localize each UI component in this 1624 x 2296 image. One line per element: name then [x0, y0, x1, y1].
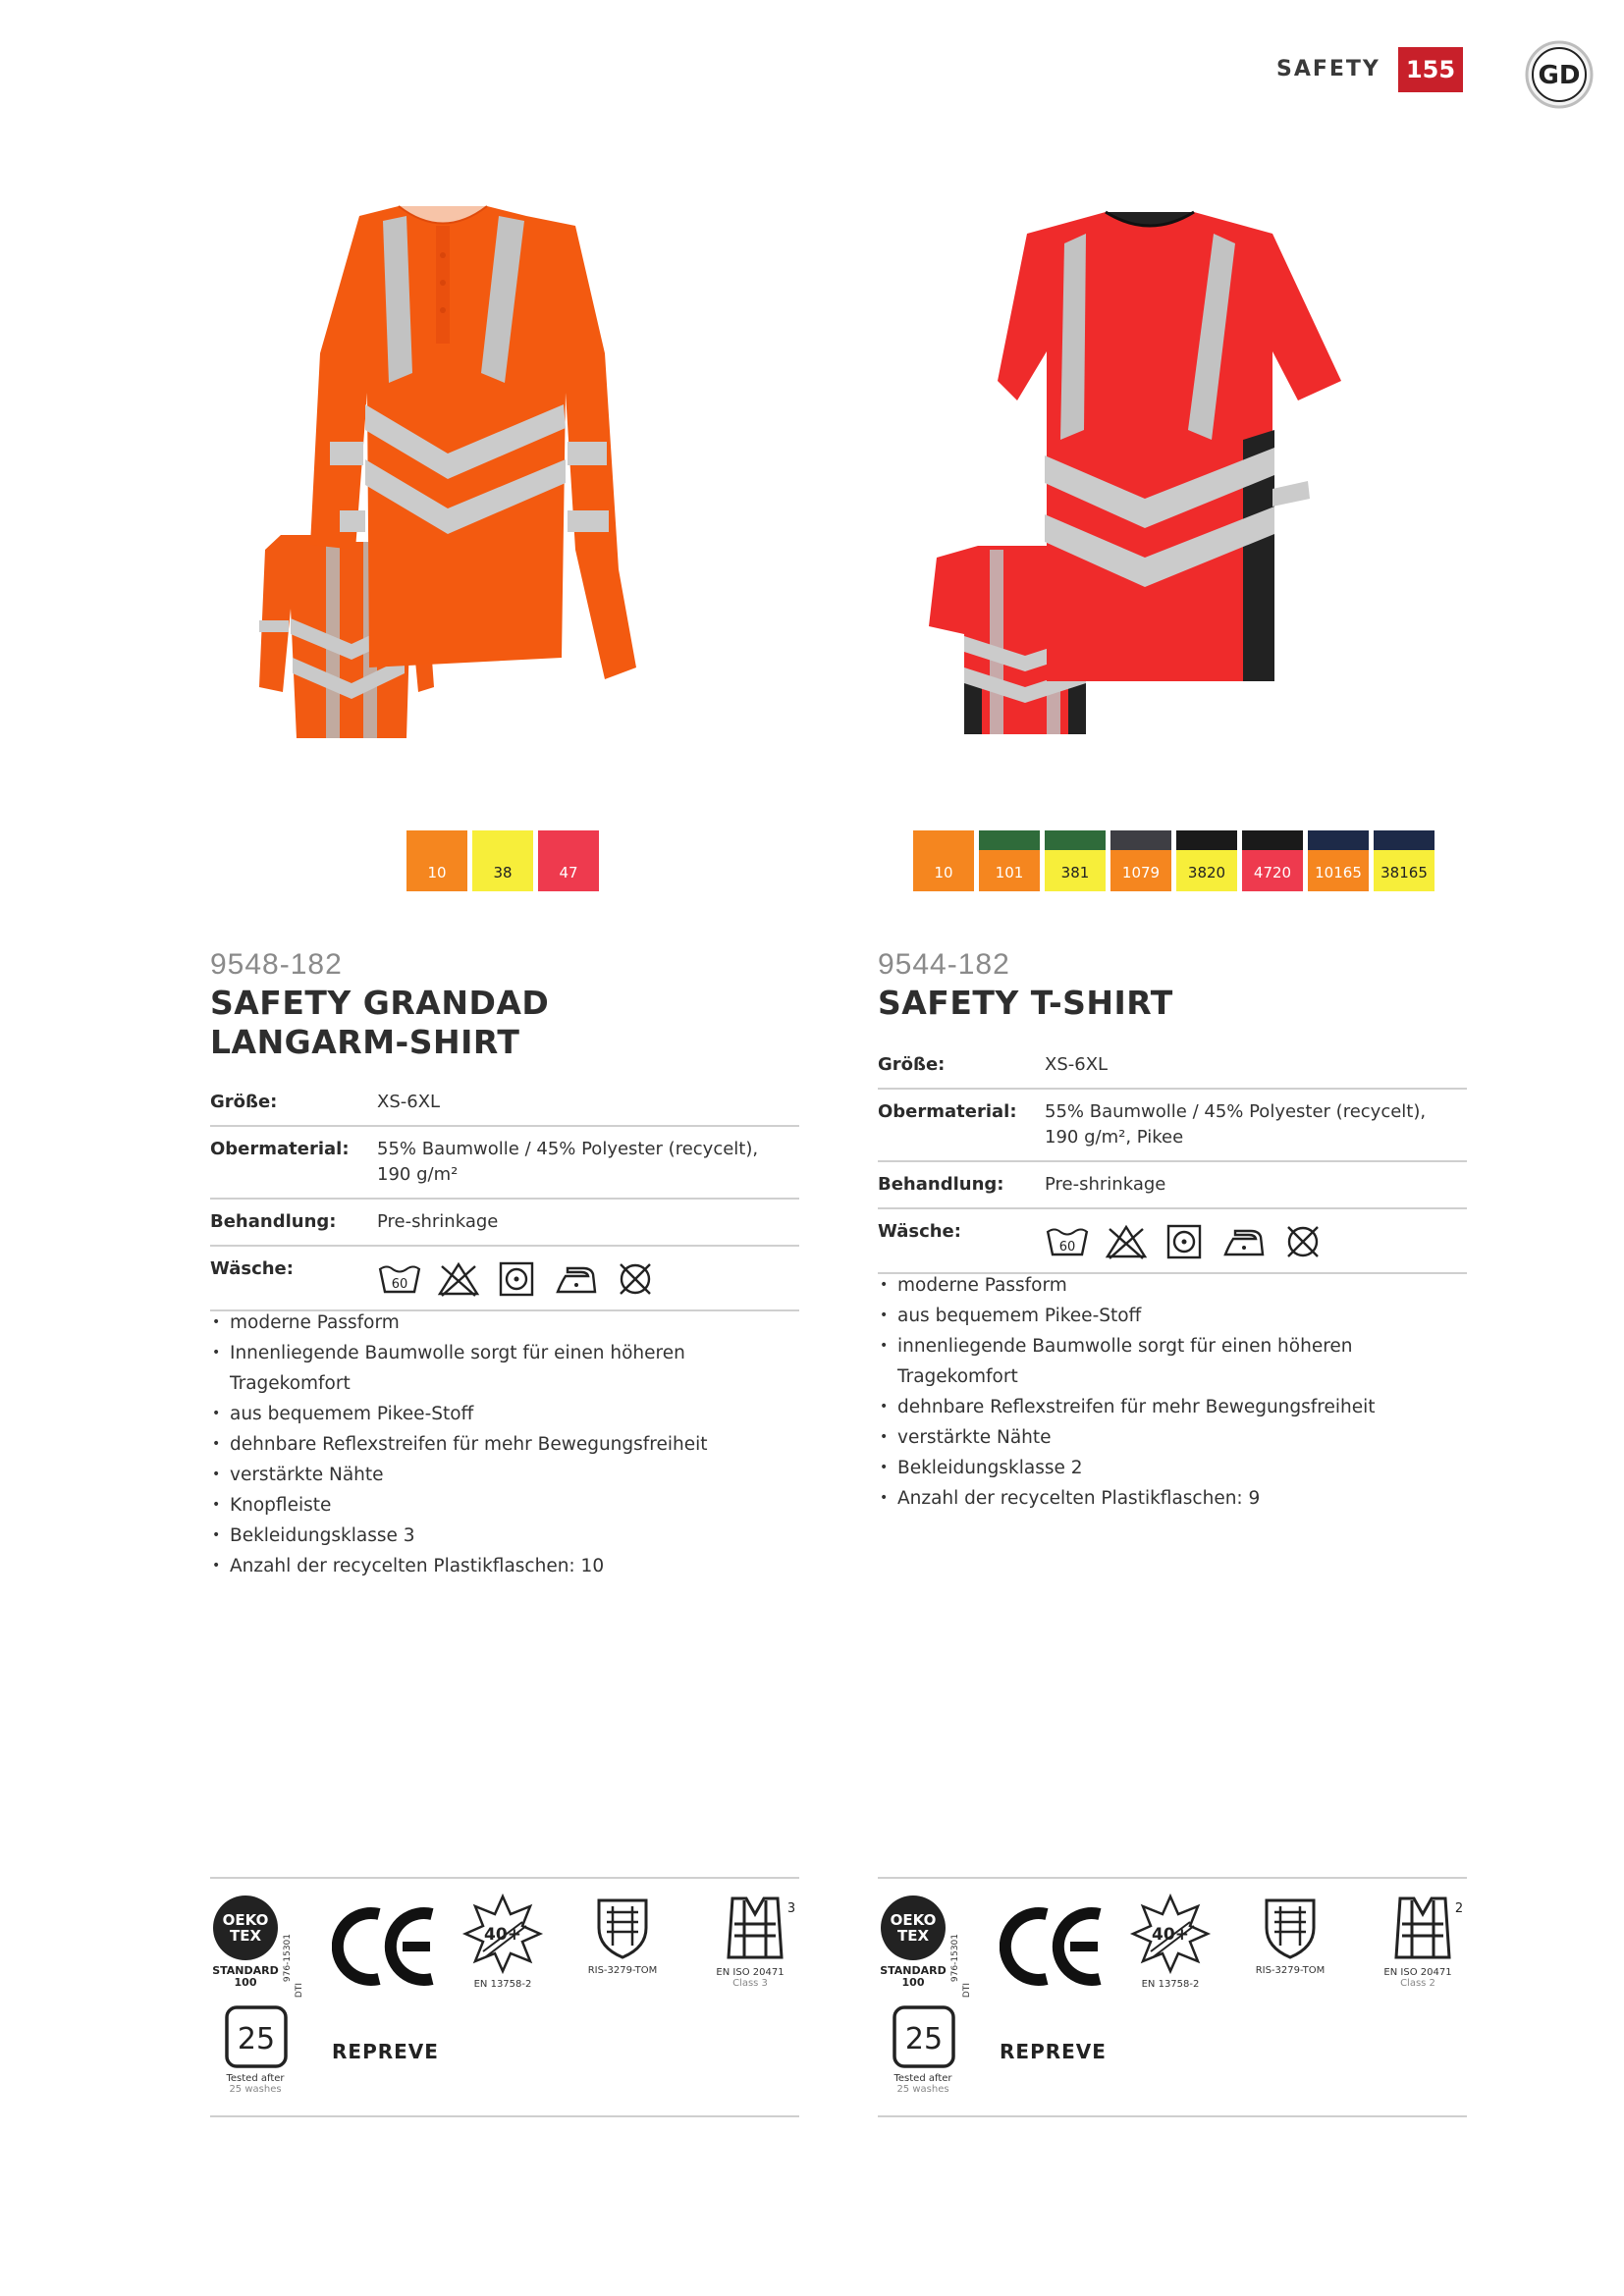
svg-text:25: 25 — [904, 2022, 944, 2056]
spec-value: XS-6XL — [1045, 1054, 1109, 1075]
svg-text:2: 2 — [1454, 1901, 1464, 1916]
spec-table — [210, 1080, 799, 1311]
spec-row-size — [210, 1080, 799, 1127]
swatch-1079[interactable]: 1079 — [1110, 830, 1171, 891]
iso20471-label: EN ISO 20471 — [1383, 1967, 1452, 1978]
product-title-line2: LANGARM-SHIRT — [210, 1023, 520, 1061]
feature-item: • dehnbare Reflexstreifen für mehr Bewegungsfreiheit — [210, 1429, 799, 1460]
product-title-line1: SAFETY GRANDAD — [210, 984, 550, 1022]
spec-key: Wäsche: — [878, 1221, 961, 1242]
svg-text:40+: 40+ — [1152, 1925, 1189, 1945]
repreve-logo: REPREVE — [332, 2040, 439, 2063]
ris-label: RIS-3279-TOM — [587, 1965, 658, 1976]
feature-item: • Knopfleiste — [210, 1490, 799, 1521]
hi-vis-vest-icon — [711, 1893, 799, 1963]
spec-value: 55% Baumwolle / 45% Polyester (recycelt), 190 g/m² — [377, 1139, 759, 1185]
product-title — [878, 984, 1173, 1023]
feature-item: • Bekleidungsklasse 3 — [210, 1521, 799, 1551]
iso20471-label: EN ISO 20471 — [716, 1967, 785, 1978]
product-title-line1: SAFETY T-SHIRT — [878, 984, 1173, 1022]
feature-list — [878, 1270, 1467, 1514]
spec-value: XS-6XL — [377, 1092, 441, 1112]
ris-badge — [583, 1893, 662, 1976]
wash-icons — [377, 1256, 799, 1298]
spec-row-material — [878, 1090, 1467, 1162]
svg-text:TEX: TEX — [229, 1927, 262, 1945]
certifications — [878, 1877, 1467, 2117]
repreve-logo: REPREVE — [1000, 2040, 1107, 2063]
swatch-3820[interactable]: 3820 — [1176, 830, 1237, 891]
hi-vis-vest-icon — [1379, 1893, 1467, 1963]
no-dry-clean-icon — [613, 1260, 658, 1298]
feature-item: • dehnbare Reflexstreifen für mehr Bewegungsfreiheit — [878, 1392, 1467, 1422]
oeko-institute: DTI — [962, 1983, 972, 1999]
washes-line1: Tested after — [893, 2073, 952, 2084]
spec-row-treatment — [878, 1162, 1467, 1209]
iron-icon — [554, 1260, 599, 1298]
oeko-number: 976-15301 — [283, 1934, 293, 1983]
iso20471-badge — [1379, 1893, 1467, 1989]
ris-label: RIS-3279-TOM — [1255, 1965, 1326, 1976]
washes-line1: Tested after — [226, 2073, 285, 2084]
no-dry-clean-icon — [1280, 1223, 1326, 1260]
article-number: 9548-182 — [210, 948, 343, 981]
feature-item: • moderne Passform — [878, 1270, 1467, 1301]
wash-icons — [1045, 1219, 1467, 1260]
ris-badge — [1251, 1893, 1329, 1976]
oeko-100: 100 — [901, 1976, 925, 1989]
oeko-tex-icon — [212, 1895, 279, 1961]
spec-key: Behandlung: — [210, 1211, 337, 1232]
feature-item: • Innenliegende Baumwolle sorgt für einen höheren Tragekomfort — [210, 1338, 799, 1399]
oeko-100: 100 — [234, 1976, 257, 1989]
spec-key: Größe: — [210, 1092, 278, 1112]
swatch-381[interactable]: 381 — [1045, 830, 1106, 891]
swatch-10[interactable]: 10 — [406, 830, 467, 891]
oeko-tex-badge — [210, 1895, 304, 1999]
feature-item: • Anzahl der recycelten Plastikflaschen: 10 — [210, 1551, 799, 1581]
oeko-tex-badge — [878, 1895, 972, 1999]
spec-row-treatment — [210, 1200, 799, 1247]
spec-key: Wäsche: — [210, 1258, 294, 1279]
tumble-dry-icon — [495, 1260, 540, 1298]
washes-line2: 25 washes — [229, 2084, 282, 2095]
iso20471-badge — [711, 1893, 799, 1989]
oeko-institute: DTI — [295, 1983, 304, 1999]
feature-item: • aus bequemem Pikee-Stoff — [878, 1301, 1467, 1331]
tested-washes-icon — [892, 2004, 956, 2069]
oeko-standard: STANDARD — [880, 1964, 947, 1977]
svg-text:60: 60 — [391, 1277, 408, 1292]
washes-badge — [884, 2004, 962, 2095]
swatch-38165[interactable]: 38165 — [1374, 830, 1435, 891]
feature-item: • moderne Passform — [210, 1308, 799, 1338]
certifications — [210, 1877, 799, 2117]
shield-icon — [583, 1893, 662, 1961]
oeko-tex-icon — [880, 1895, 947, 1961]
article-number: 9544-182 — [878, 948, 1010, 981]
iron-icon — [1221, 1223, 1267, 1260]
spec-key: Größe: — [878, 1054, 946, 1075]
spec-row-material — [210, 1127, 799, 1200]
wash40-badge — [1129, 1893, 1212, 1990]
svg-text:3: 3 — [786, 1901, 796, 1916]
spec-row-washing — [210, 1247, 799, 1311]
color-swatches — [913, 830, 1435, 891]
feature-item: • Bekleidungsklasse 2 — [878, 1453, 1467, 1483]
iso-class-label: Class 3 — [732, 1978, 768, 1989]
spec-key: Behandlung: — [878, 1174, 1004, 1195]
en13758-label: EN 13758-2 — [473, 1979, 532, 1990]
washes-badge — [216, 2004, 295, 2095]
wash-40-icon — [461, 1893, 544, 1975]
washes-line2: 25 washes — [896, 2084, 949, 2095]
page-number: 155 — [1398, 47, 1463, 92]
swatch-38[interactable]: 38 — [472, 830, 533, 891]
feature-item: • verstärkte Nähte — [878, 1422, 1467, 1453]
swatch-47[interactable]: 47 — [538, 830, 599, 891]
swatch-10165[interactable]: 10165 — [1308, 830, 1369, 891]
spec-value: Pre-shrinkage — [377, 1211, 499, 1232]
spec-row-washing — [878, 1209, 1467, 1274]
oeko-number: 976-15301 — [950, 1934, 960, 1983]
wash40-badge — [461, 1893, 544, 1990]
feature-item: • innenliegende Baumwolle sorgt für einen höheren Tragekomfort — [878, 1331, 1467, 1392]
ce-mark-icon — [332, 1902, 440, 1991]
gd-logo-icon — [1524, 39, 1595, 110]
svg-text:GD: GD — [1538, 61, 1581, 90]
feature-item: • Anzahl der recycelten Plastikflaschen: 9 — [878, 1483, 1467, 1514]
t-shirt-image — [919, 204, 1371, 744]
spec-table — [878, 1042, 1467, 1274]
svg-text:TEX: TEX — [896, 1927, 930, 1945]
feature-item: • aus bequemem Pikee-Stoff — [210, 1399, 799, 1429]
wash-40-icon — [1129, 1893, 1212, 1975]
ce-mark-icon — [1000, 1902, 1108, 1991]
swatch-101[interactable]: 101 — [979, 830, 1040, 891]
section-label: SAFETY — [1276, 57, 1380, 81]
spec-value: Pre-shrinkage — [1045, 1174, 1166, 1195]
svg-text:OEKO: OEKO — [222, 1911, 269, 1929]
en13758-label: EN 13758-2 — [1141, 1979, 1200, 1990]
svg-text:40+: 40+ — [484, 1925, 521, 1945]
feature-list — [210, 1308, 799, 1581]
spec-key: Obermaterial: — [210, 1139, 350, 1159]
no-bleach-icon — [1104, 1223, 1149, 1260]
feature-item: • verstärkte Nähte — [210, 1460, 799, 1490]
no-bleach-icon — [436, 1260, 481, 1298]
wash-60-icon — [377, 1260, 422, 1298]
iso-class-label: Class 2 — [1400, 1978, 1435, 1989]
long-sleeve-shirt-image — [251, 196, 683, 746]
svg-text:25: 25 — [237, 2022, 276, 2056]
swatch-10[interactable]: 10 — [913, 830, 974, 891]
spec-value: 55% Baumwolle / 45% Polyester (recycelt), 190 g/m², Pikee — [1045, 1101, 1427, 1148]
spec-row-size — [878, 1042, 1467, 1090]
svg-text:60: 60 — [1058, 1240, 1076, 1255]
spec-key: Obermaterial: — [878, 1101, 1017, 1122]
tested-washes-icon — [224, 2004, 289, 2069]
shield-icon — [1251, 1893, 1329, 1961]
swatch-4720[interactable]: 4720 — [1242, 830, 1303, 891]
svg-text:OEKO: OEKO — [890, 1911, 937, 1929]
wash-60-icon — [1045, 1223, 1090, 1260]
tumble-dry-icon — [1163, 1223, 1208, 1260]
oeko-standard: STANDARD — [212, 1964, 279, 1977]
product-title — [210, 984, 549, 1062]
color-swatches — [406, 830, 599, 891]
